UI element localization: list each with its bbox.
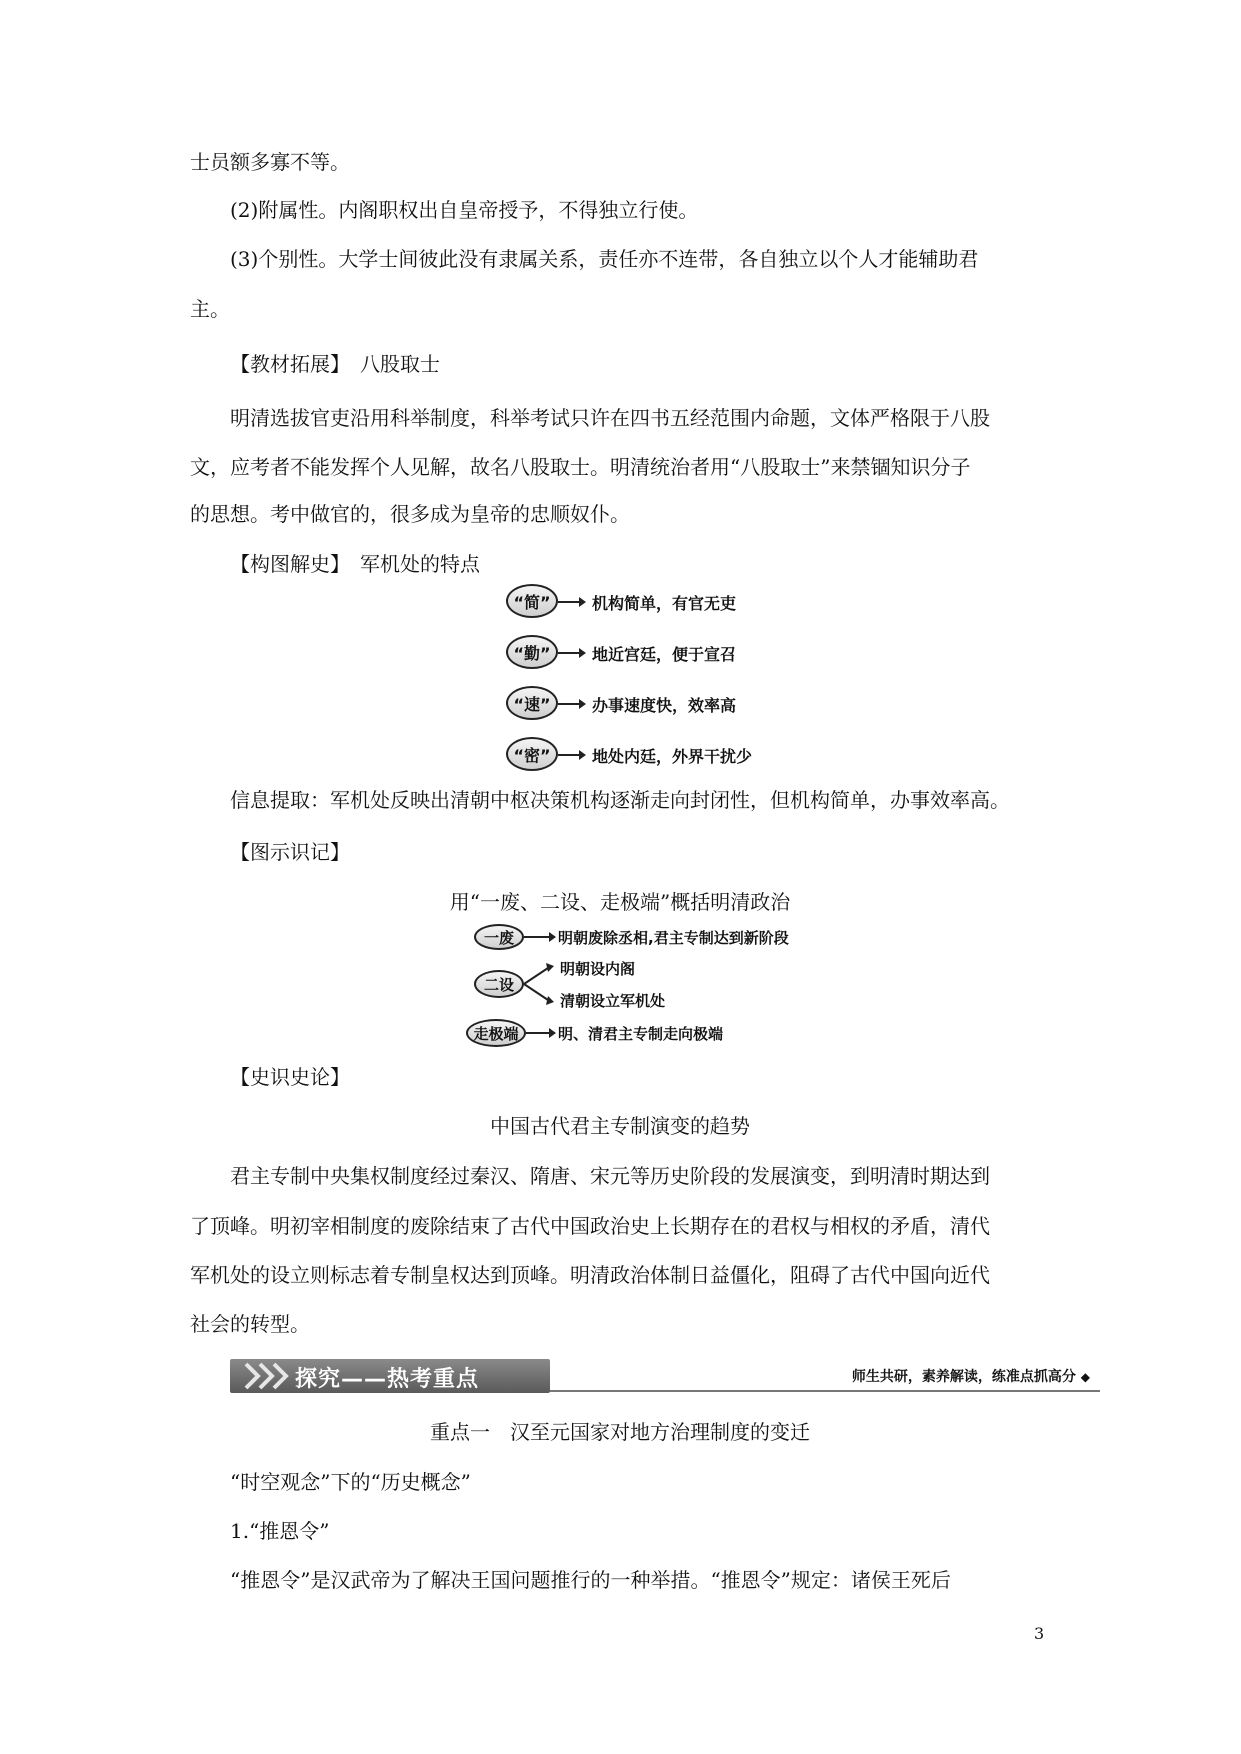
paragraph-text: 主。 bbox=[190, 297, 230, 321]
diagram-label: 明、清君主专制走向极端 bbox=[558, 1025, 724, 1043]
paragraph-text: 军机处的设立则标志着专制皇权达到顶峰。明清政治体制日益僵化，阻碍了古代中国向近代 bbox=[190, 1263, 990, 1287]
section-banner bbox=[230, 1359, 1100, 1395]
junjichu-diagram bbox=[500, 580, 800, 780]
ming-qing-politics-diagram bbox=[460, 918, 840, 1052]
paragraph-text: (3)个别性。大学士间彼此没有隶属关系，责任亦不连带，各自独立以个人才能辅助君 bbox=[230, 247, 979, 271]
subtitle: 重点一 汉至元国家对地方治理制度的变迁 bbox=[430, 1420, 810, 1444]
banner-title: 探究——热考重点 bbox=[295, 1367, 480, 1392]
key-oval: 一废 bbox=[474, 924, 524, 950]
diagram-label: 清朝设立军机处 bbox=[560, 992, 666, 1010]
key-oval: “密” bbox=[506, 737, 558, 771]
paragraph-text: 社会的转型。 bbox=[190, 1312, 310, 1336]
banner-subtitle-text: 师生共研，素养解读，练准点抓高分 bbox=[851, 1369, 1076, 1385]
diagram-label: 明朝设内阁 bbox=[560, 960, 636, 978]
section-heading: 【史识史论】 bbox=[230, 1065, 350, 1089]
banner-rule bbox=[550, 1390, 1100, 1392]
key-oval: “速” bbox=[506, 686, 558, 720]
key-oval: 走极端 bbox=[466, 1019, 526, 1047]
diamond-icon: ◆ bbox=[1080, 1370, 1090, 1384]
diagram-label: 地处内廷，外界干扰少 bbox=[592, 747, 753, 766]
paragraph-text: “时空观念”下的“历史概念” bbox=[230, 1470, 471, 1494]
paragraph-text: 士员额多寡不等。 bbox=[190, 150, 350, 174]
paragraph-text: 明清选拔官吏沿用科举制度，科举考试只许在四书五经范围内命题，文体严格限于八股 bbox=[230, 406, 990, 430]
paragraph-text: 的思想。考中做官的，很多成为皇帝的忠顺奴仆。 bbox=[190, 502, 630, 526]
fork-arrow-icon bbox=[524, 958, 556, 1010]
arrow-icon bbox=[558, 754, 584, 756]
key-oval: “简” bbox=[506, 584, 558, 618]
page-number: 3 bbox=[1034, 1624, 1045, 1643]
arrow-icon bbox=[526, 1032, 554, 1034]
paragraph-text: “推恩令”是汉武帝为了解决王国问题推行的一种举措。“推恩令”规定：诸侯王死后 bbox=[230, 1568, 951, 1592]
chevron-icon bbox=[244, 1362, 292, 1390]
subtitle: 用“一废、二设、走极端”概括明清政治 bbox=[449, 890, 791, 914]
paragraph-text: 君主专制中央集权制度经过秦汉、隋唐、宋元等历史阶段的发展演变，到明清时期达到 bbox=[230, 1164, 990, 1188]
diagram-label: 地近宫廷，便于宣召 bbox=[592, 645, 737, 664]
section-heading: 【构图解史】 军机处的特点 bbox=[230, 552, 480, 576]
diagram-label: 办事速度快，效率高 bbox=[592, 696, 737, 715]
arrow-icon bbox=[558, 601, 584, 603]
section-heading: 【教材拓展】 八股取士 bbox=[230, 352, 440, 376]
paragraph-text: 信息提取：军机处反映出清朝中枢决策机构逐渐走向封闭性，但机构简单，办事效率高。 bbox=[230, 788, 1010, 812]
banner-subtitle bbox=[852, 1366, 1090, 1386]
diagram-label: 机构简单，有官无吏 bbox=[592, 594, 737, 613]
key-oval: “勤” bbox=[506, 635, 558, 669]
key-oval: 二设 bbox=[474, 970, 524, 998]
arrow-icon bbox=[524, 936, 554, 938]
subtitle: 中国古代君主专制演变的趋势 bbox=[490, 1114, 750, 1138]
diagram-label: 明朝废除丞相,君主专制达到新阶段 bbox=[558, 929, 789, 947]
arrow-icon bbox=[558, 652, 584, 654]
arrow-icon bbox=[558, 703, 584, 705]
paragraph-text: 1.“推恩令” bbox=[230, 1519, 330, 1543]
paragraph-text: 了顶峰。明初宰相制度的废除结束了古代中国政治史上长期存在的君权与相权的矛盾，清代 bbox=[190, 1214, 990, 1238]
paragraph-text: (2)附属性。内阁职权出自皇帝授予，不得独立行使。 bbox=[230, 198, 699, 222]
section-heading: 【图示识记】 bbox=[230, 840, 350, 864]
paragraph-text: 文，应考者不能发挥个人见解，故名八股取士。明清统治者用“八股取士”来禁锢知识分子 bbox=[190, 455, 971, 479]
